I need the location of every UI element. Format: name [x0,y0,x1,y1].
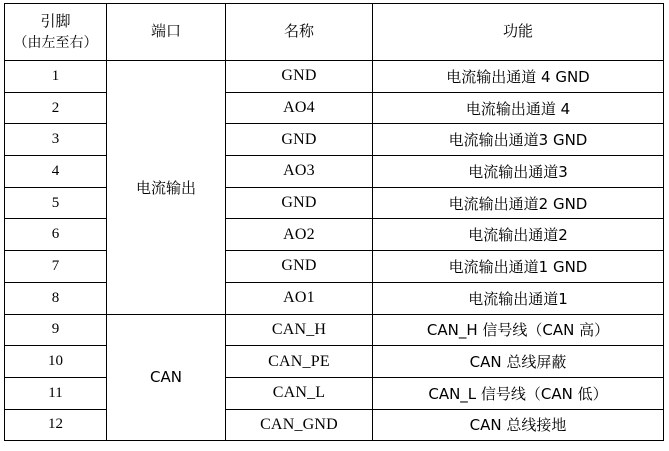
table-header-row [5,4,664,61]
table-row [5,219,664,251]
table-row [5,346,664,378]
cell-port-can: CAN [107,314,226,441]
cell-pin: 11 [5,377,107,409]
column-header-name: 名称 [226,4,373,61]
cell-function: 电流输出通道2 GND [373,187,664,219]
cell-pin: 12 [5,409,107,441]
cell-name: AO4 [226,92,373,124]
table-row [5,156,664,188]
table-row [5,282,664,314]
column-header-pin-main: 引脚 [40,11,71,30]
cell-name: CAN_H [226,314,373,346]
cell-pin: 2 [5,92,107,124]
cell-port-current-output: 电流输出 [107,61,226,315]
cell-function: 电流输出通道1 [373,282,664,314]
cell-name: GND [226,187,373,219]
table-row [5,251,664,283]
cell-name: CAN_PE [226,346,373,378]
cell-function: 电流输出通道 4 [373,92,664,124]
cell-name: CAN_L [226,377,373,409]
cell-function: 电流输出通道2 [373,219,664,251]
cell-function: CAN 总线接地 [373,409,664,441]
cell-function: 电流输出通道3 GND [373,124,664,156]
table-row [5,377,664,409]
cell-pin: 5 [5,187,107,219]
cell-pin: 3 [5,124,107,156]
cell-name: AO2 [226,219,373,251]
cell-function: 电流输出通道3 [373,156,664,188]
table-row [5,314,664,346]
table-body [5,61,664,441]
column-header-function: 功能 [373,4,664,61]
document-page [0,3,669,451]
cell-function: CAN_L 信号线（CAN 低） [373,377,664,409]
cell-name: GND [226,61,373,93]
cell-pin: 8 [5,282,107,314]
cell-name: AO1 [226,282,373,314]
table-header [5,4,664,61]
cell-pin: 1 [5,61,107,93]
cell-pin: 7 [5,251,107,283]
cell-name: AO3 [226,156,373,188]
cell-pin: 6 [5,219,107,251]
cell-name: GND [226,124,373,156]
cell-name: CAN_GND [226,409,373,441]
column-header-pin [5,4,107,61]
table-row [5,61,664,93]
cell-pin: 9 [5,314,107,346]
cell-function: CAN 总线屏蔽 [373,346,664,378]
cell-function: 电流输出通道1 GND [373,251,664,283]
cell-name: GND [226,251,373,283]
cell-function: 电流输出通道 4 GND [373,61,664,93]
table-row [5,187,664,219]
column-header-pin-sub: （由左至右） [13,34,98,51]
table-row [5,124,664,156]
cell-pin: 10 [5,346,107,378]
table-row [5,409,664,441]
cell-function: CAN_H 信号线（CAN 高） [373,314,664,346]
column-header-port: 端口 [107,4,226,61]
table-row [5,92,664,124]
cell-pin: 4 [5,156,107,188]
pinout-table [4,3,664,441]
